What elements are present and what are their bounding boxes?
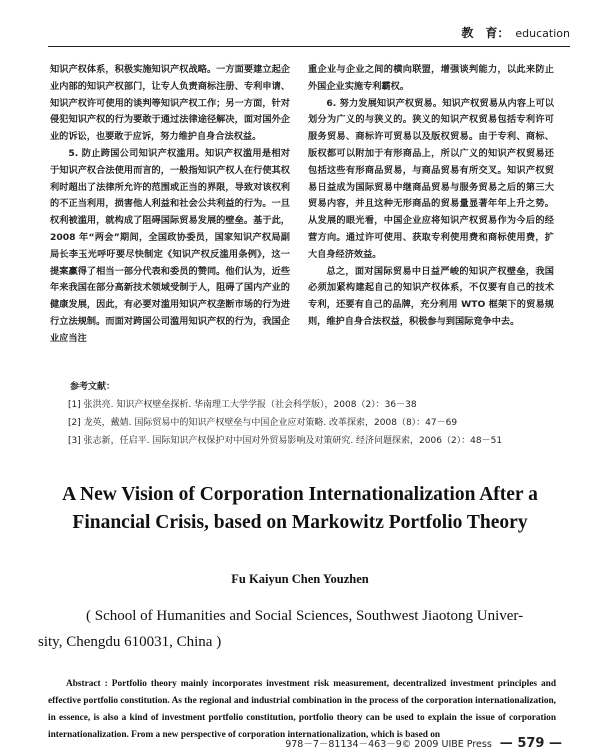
references [50,378,560,450]
section-title-cn: 教 育： [461,26,510,40]
left-column [50,62,290,348]
left-paragraph-1: 知识产权体系，积极实施知识产权战略。一方面要建立起企业内部的知识产权部门，让专人负责商标注册、专利申请、知识产权许可使用的谈判等知识产权工作；另一方面，针对侵犯知识产权的行为要敢于通过法律途径解决，面对国外企业的诉讼，也要敢于应诉，努力维护自身合法权益。 [50,64,290,143]
right-paragraph-1: 重企业与企业之间的横向联盟，增强谈判能力，以此来防止外国企业实施专利霸权。 [308,64,554,92]
page-number: — 579 — [499,736,562,751]
running-header [461,24,570,41]
page-footer [285,736,562,751]
english-title [0,481,600,537]
header-rule [48,46,570,47]
english-title-line-1: A New Vision of Corporation Internationalization After a [62,484,538,505]
abstract-label: Abstract : [66,679,108,689]
section-title-en: education [515,27,570,40]
abstract-text: Portfolio theory mainly incorporates investment risk measurement, decentralized investment principles and effective portfolio constitution. As the regional and industrial combination in the process of the corporation internationalization, in essence, is also a kind of investment portfolio constitution, portfolio theory can be used to explain the issue of corporation internationalization. From a new perspective of corporation internationalization, which is based on [48,679,556,740]
references-title: 参考文献： [70,382,116,392]
reference-item: [3] 张志新，任启平. 国际知识产权保护对中国对外贸易影响及对策研究. 经济问题探索，2006（2）：48－51 [68,436,503,446]
right-column [308,62,554,331]
affiliation [38,603,556,655]
isbn-line: 978－7－81134－463－9© 2009 UIBE Press [285,739,492,750]
left-paragraph-2: 5. 防止跨国公司知识产权滥用。知识产权滥用是相对于知识产权合法使用而言的，一般指知识产权人在行使其权利时超出了法律所允许的范围或正当的界限，导致对该权利的不正当利用，损害他人利益和社会公共利益的行为。一旦权利被滥用，就构成了阻碍国际贸易发展的壁垒。基于此，2008 年“两会”期间，全国政协委员，国家知识产权局副局长李玉光呼吁要尽快制定《知识产权反滥用条例》，这一提案赢得了相当一部分代表和委员的赞同。他们认为，近些年来我国在部分高新技术领域受制于人，阻碍了国内产业的健康发展，因此，有必要对滥用知识产权垄断市场的行为进行立法规制。而面对跨国公司滥用知识产权的行为，我国企业应当注 [50,147,290,344]
affiliation-line-1: ( School of Humanities and Social Sciences, Southwest Jiaotong Univer- [86,608,524,624]
reference-item: [1] 张洪亮. 知识产权壁垒探析. 华南理工大学学报（社会科学版），2008（2）：36－38 [68,400,417,410]
right-paragraph-3: 总之，面对国际贸易中日益严峻的知识产权壁垒，我国必须加紧构建起自己的知识产权体系，不仅要有自己的技术专利，还要有自己的品牌，充分利用 WTO 框架下的贸易规则，维护自身合法权益，积极参与到国际竞争中去。 [308,265,554,327]
authors: Fu Kaiyun Chen Youzhen [231,572,369,586]
english-title-line-2: Financial Crisis, based on Markowitz Portfolio Theory [72,512,528,533]
abstract [48,676,556,744]
right-paragraph-2: 6. 努力发展知识产权贸易。知识产权贸易从内容上可以划分为广义的与狭义的。狭义的知识产权贸易包括专利许可服务贸易、商标许可贸易以及版权贸易。由于专利、商标、版权都可以附加于有形商品上，所以广义的知识产权贸易还包括这些有形商品贸易，与商品贸易有所交叉。知识产权贸易日益成为国际贸易中继商品贸易与服务贸易之后的第三大贸易内容，并且这种无形商品的贸易量显著年年上升之势。从发展的眼光看，中国企业应将知识产权贸易作为今后的经营方向。通过许可使用、获取专利使用费和商标使用费，扩大自身经济效益。 [308,97,554,260]
affiliation-line-2: sity, Chengdu 610031, China ) [38,634,222,650]
reference-item: [2] 龙英，戴婧. 国际贸易中的知识产权壁垒与中国企业应对策略. 改革探索，2008（8）：47－69 [68,418,458,428]
